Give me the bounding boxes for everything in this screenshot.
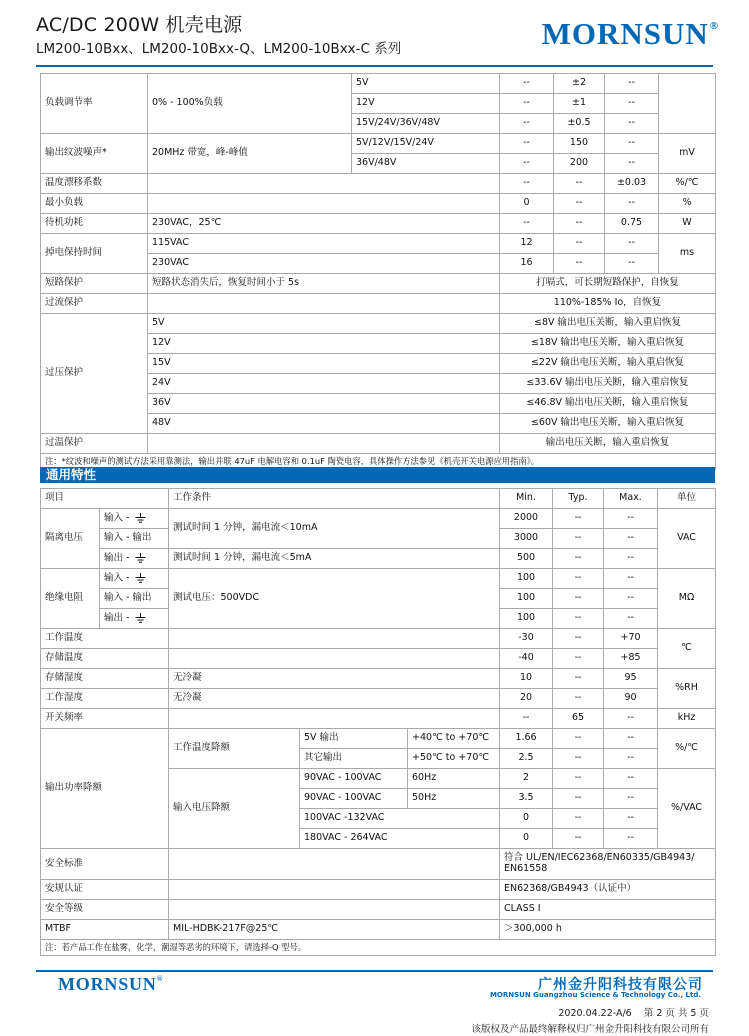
cell — [148, 294, 500, 314]
cell: ≤60V 输出电压关断，输入重启恢复 — [500, 414, 716, 434]
page-title: AC/DC 200W 机壳电源 — [36, 14, 243, 36]
cell: -- — [553, 809, 604, 829]
cell: -- — [553, 769, 604, 789]
cell: -- — [500, 709, 553, 729]
table-row — [41, 569, 716, 589]
ground-icon — [135, 573, 146, 583]
cell: 5V — [352, 74, 500, 94]
cell: -- — [500, 154, 554, 174]
row-condition: 230VAC — [148, 254, 500, 274]
cell — [148, 194, 500, 214]
table-note-row — [41, 940, 716, 956]
row-condition: 无冷凝 — [169, 669, 500, 689]
cell: 输出 - — [100, 609, 169, 629]
cell: 90VAC - 100VAC — [300, 789, 408, 809]
ground-icon — [135, 513, 146, 523]
cell: -- — [605, 134, 659, 154]
row-label: 存储湿度 — [41, 669, 169, 689]
cell: -- — [500, 114, 554, 134]
cell: +50℃ to +70℃ — [408, 749, 500, 769]
table-row — [41, 709, 716, 729]
cell: +85 — [604, 649, 658, 669]
cell — [148, 174, 500, 194]
cell: 50Hz — [408, 789, 500, 809]
cell: 符合 UL/EN/IEC62368/EN60335/GB4943/ EN61558 — [500, 849, 716, 880]
cell: 2000 — [500, 509, 553, 529]
cell: 输出 - — [100, 549, 169, 569]
footer-copyright: 该版权及产品最终解释权归广州金升阳科技有限公司所有 — [471, 1024, 709, 1035]
cell: 24V — [148, 374, 500, 394]
cell: 5V — [148, 314, 500, 334]
row-condition: 115VAC — [148, 234, 500, 254]
cell: 36V/48V — [352, 154, 500, 174]
cell: -- — [605, 234, 659, 254]
footer-divider — [36, 970, 713, 972]
cell: -- — [604, 749, 658, 769]
cell: 其它输出 — [300, 749, 408, 769]
cell: 12V — [148, 334, 500, 354]
cell: 65 — [553, 709, 604, 729]
cell: ±2 — [554, 74, 605, 94]
cell: -- — [500, 214, 554, 234]
cell: -- — [500, 94, 554, 114]
cell: -- — [605, 94, 659, 114]
cell: -- — [604, 569, 658, 589]
row-condition: 测试时间 1 分钟，漏电流＜5mA — [169, 549, 500, 569]
section-title-bar: 通用特性 — [40, 467, 715, 483]
cell: -- — [604, 809, 658, 829]
cell: 输入 - — [100, 509, 169, 529]
row-label: 短路保护 — [41, 274, 148, 294]
row-condition: 无冷凝 — [169, 689, 500, 709]
cell: -- — [553, 789, 604, 809]
table-row — [41, 274, 716, 294]
table-row — [41, 174, 716, 194]
cell: -- — [554, 254, 605, 274]
row-condition: 0% - 100%负载 — [148, 74, 352, 134]
header-cell: 单位 — [658, 489, 716, 509]
row-label: 过压保护 — [41, 314, 148, 434]
cell: -- — [553, 729, 604, 749]
table-row — [41, 669, 716, 689]
table-row — [41, 314, 716, 334]
cell: 150 — [554, 134, 605, 154]
row-label: 最小负载 — [41, 194, 148, 214]
cell: -- — [500, 74, 554, 94]
footer-brand-logo: MORNSUN® — [58, 974, 164, 994]
cell: -- — [553, 529, 604, 549]
unit-cell: ℃ — [658, 629, 716, 669]
cell: 输入 - 输出 — [100, 589, 169, 609]
cell: -- — [604, 709, 658, 729]
row-label: 安全等级 — [41, 900, 169, 920]
table-row — [41, 294, 716, 314]
table-row — [41, 234, 716, 254]
cell: -- — [605, 114, 659, 134]
cell: -- — [500, 174, 554, 194]
cell: -- — [605, 194, 659, 214]
row-condition: 短路状态消失后，恢复时间小于 5s — [148, 274, 500, 294]
unit-cell: %/℃ — [658, 729, 716, 769]
unit-cell: W — [659, 214, 716, 234]
header-divider — [36, 65, 713, 67]
cell: 36V — [148, 394, 500, 414]
cell: -- — [604, 729, 658, 749]
cell: 12 — [500, 234, 554, 254]
table-row — [41, 434, 716, 454]
row-condition: 20MHz 带宽，峰-峰值 — [148, 134, 352, 174]
footer-company-name: 广州金升阳科技有限公司 — [538, 977, 703, 993]
cell: -- — [553, 669, 604, 689]
cell: -- — [605, 154, 659, 174]
cell — [148, 434, 500, 454]
cell: EN62368/GB4943（认证中） — [500, 880, 716, 900]
cell: 90 — [604, 689, 658, 709]
cell: -- — [500, 134, 554, 154]
cell: 10 — [500, 669, 553, 689]
cell: -- — [604, 589, 658, 609]
cell: ≤33.6V 输出电压关断，输入重启恢复 — [500, 374, 716, 394]
row-label: MTBF — [41, 920, 169, 940]
row-condition: 测试电压：500VDC — [169, 569, 500, 629]
cell: 打嗝式，可长期短路保护，自恢复 — [500, 274, 716, 294]
brand-logo: MORNSUN® — [541, 16, 719, 51]
table-row — [41, 920, 716, 940]
general-spec-table — [40, 488, 716, 956]
header-cell: 项目 — [41, 489, 169, 509]
cell — [169, 900, 500, 920]
row-condition: MIL-HDBK-217F@25℃ — [169, 920, 500, 940]
row-label: 输出纹波噪声* — [41, 134, 148, 174]
cell: -- — [554, 234, 605, 254]
cell — [169, 880, 500, 900]
cell: 15V/24V/36V/48V — [352, 114, 500, 134]
cell: -30 — [500, 629, 553, 649]
cell: -- — [605, 74, 659, 94]
row-label: 过温保护 — [41, 434, 148, 454]
cell: -- — [553, 629, 604, 649]
row-condition: 230VAC，25℃ — [148, 214, 500, 234]
cell: 0 — [500, 194, 554, 214]
row-label: 输出功率降额 — [41, 729, 169, 849]
cell: -- — [604, 829, 658, 849]
cell: 20 — [500, 689, 553, 709]
table-row — [41, 194, 716, 214]
row-condition: 工作温度降额 — [169, 729, 300, 769]
cell: 100VAC -132VAC — [300, 809, 500, 829]
cell: -- — [605, 254, 659, 274]
cell: ±0.5 — [554, 114, 605, 134]
row-label: 工作湿度 — [41, 689, 169, 709]
unit-cell: %RH — [658, 669, 716, 709]
table-row — [41, 509, 716, 529]
table-note: 注：若产品工作在盐雾，化学，潮湿等恶劣的环境下，请选择-Q 型号。 — [41, 940, 716, 956]
cell: -- — [604, 609, 658, 629]
cell: -- — [604, 769, 658, 789]
table-row — [41, 74, 716, 94]
table-row — [41, 900, 716, 920]
unit-cell: MΩ — [658, 569, 716, 629]
cell: 2 — [500, 769, 553, 789]
cell — [169, 629, 500, 649]
cell: ＞300,000 h — [500, 920, 716, 940]
cell: ≤8V 输出电压关断，输入重启恢复 — [500, 314, 716, 334]
cell: ≤46.8V 输出电压关断，输入重启恢复 — [500, 394, 716, 414]
cell: +70 — [604, 629, 658, 649]
cell: 0.75 — [605, 214, 659, 234]
unit-cell: mV — [659, 134, 716, 174]
row-label: 负载调节率 — [41, 74, 148, 134]
cell — [169, 709, 500, 729]
cell: -- — [553, 569, 604, 589]
cell: 3000 — [500, 529, 553, 549]
table-row — [41, 629, 716, 649]
cell: -- — [554, 194, 605, 214]
cell: -- — [604, 789, 658, 809]
row-label: 过流保护 — [41, 294, 148, 314]
table-row — [41, 134, 716, 154]
table-row — [41, 549, 716, 569]
cell: -- — [553, 649, 604, 669]
cell: -- — [553, 689, 604, 709]
cell: 110%-185% Io，自恢复 — [500, 294, 716, 314]
cell: 12V — [352, 94, 500, 114]
cell: 16 — [500, 254, 554, 274]
table-row — [41, 849, 716, 880]
cell: -- — [604, 509, 658, 529]
header-cell: Min. — [500, 489, 553, 509]
unit-cell: VAC — [658, 509, 716, 569]
cell: -- — [553, 609, 604, 629]
cell: 500 — [500, 549, 553, 569]
cell: 1.66 — [500, 729, 553, 749]
cell: CLASS I — [500, 900, 716, 920]
table-header-row — [41, 489, 716, 509]
cell: -- — [604, 529, 658, 549]
cell: -- — [553, 749, 604, 769]
row-label: 隔离电压 — [41, 509, 100, 569]
cell: ±1 — [554, 94, 605, 114]
cell: 200 — [554, 154, 605, 174]
table-row — [41, 649, 716, 669]
cell: ±0.03 — [605, 174, 659, 194]
cell: -- — [553, 509, 604, 529]
cell — [659, 74, 716, 134]
table-row — [41, 689, 716, 709]
cell: 100 — [500, 609, 553, 629]
row-label: 存储温度 — [41, 649, 169, 669]
cell: -- — [553, 549, 604, 569]
unit-cell: % — [659, 194, 716, 214]
cell: 95 — [604, 669, 658, 689]
footer-company-name-en: MORNSUN Guangzhou Science & Technology Co., Ltd. — [489, 991, 701, 999]
cell: 15V — [148, 354, 500, 374]
row-label: 绝缘电阻 — [41, 569, 100, 629]
cell: 输出电压关断，输入重启恢复 — [500, 434, 716, 454]
cell: ≤22V 输出电压关断，输入重启恢复 — [500, 354, 716, 374]
cell: 100 — [500, 589, 553, 609]
cell: 2.5 — [500, 749, 553, 769]
unit-cell: ms — [659, 234, 716, 274]
row-label: 工作温度 — [41, 629, 169, 649]
table-note: 注：*纹波和噪声的测试方法采用靠测法，输出并联 47uF 电解电容和 0.1uF 陶瓷电容，具体操作方法参见《机壳开关电源应用指南》。 — [41, 454, 716, 470]
table-row — [41, 214, 716, 234]
cell — [169, 649, 500, 669]
row-label: 掉电保持时间 — [41, 234, 148, 274]
cell: ≤18V 输出电压关断，输入重启恢复 — [500, 334, 716, 354]
cell — [169, 849, 500, 880]
row-label: 温度漂移系数 — [41, 174, 148, 194]
footer-date-page: 2020.04.22-A/6 第 2 页 共 5 页 — [558, 1008, 709, 1019]
table-row — [41, 729, 716, 749]
row-label: 安全标准 — [41, 849, 169, 880]
table-row — [41, 880, 716, 900]
cell: -40 — [500, 649, 553, 669]
cell: -- — [553, 589, 604, 609]
cell: 100 — [500, 569, 553, 589]
unit-cell: kHz — [658, 709, 716, 729]
ground-icon — [135, 553, 146, 563]
cell: 5V/12V/15V/24V — [352, 134, 500, 154]
unit-cell: %/VAC — [658, 769, 716, 849]
header-cell: Max. — [604, 489, 658, 509]
cell: 180VAC - 264VAC — [300, 829, 500, 849]
header-cell: 工作条件 — [169, 489, 500, 509]
cell: -- — [604, 549, 658, 569]
cell: +40℃ to +70℃ — [408, 729, 500, 749]
cell: 60Hz — [408, 769, 500, 789]
cell: 48V — [148, 414, 500, 434]
cell: 3.5 — [500, 789, 553, 809]
row-label: 待机功耗 — [41, 214, 148, 234]
cell: -- — [553, 829, 604, 849]
header-cell: Typ. — [553, 489, 604, 509]
row-condition: 输入电压降额 — [169, 769, 300, 849]
cell: 0 — [500, 829, 553, 849]
ground-icon — [135, 613, 146, 623]
row-label: 安规认证 — [41, 880, 169, 900]
output-spec-table — [40, 73, 716, 470]
page-subtitle: LM200-10Bxx、LM200-10Bxx-Q、LM200-10Bxx-C 系列 — [36, 41, 402, 57]
row-label: 开关频率 — [41, 709, 169, 729]
cell: 5V 输出 — [300, 729, 408, 749]
cell: -- — [554, 214, 605, 234]
cell: 0 — [500, 809, 553, 829]
row-condition: 测试时间 1 分钟，漏电流＜10mA — [169, 509, 500, 549]
unit-cell: %/℃ — [659, 174, 716, 194]
cell: 90VAC - 100VAC — [300, 769, 408, 789]
cell: 输入 - — [100, 569, 169, 589]
cell: 输入 - 输出 — [100, 529, 169, 549]
cell: -- — [554, 174, 605, 194]
